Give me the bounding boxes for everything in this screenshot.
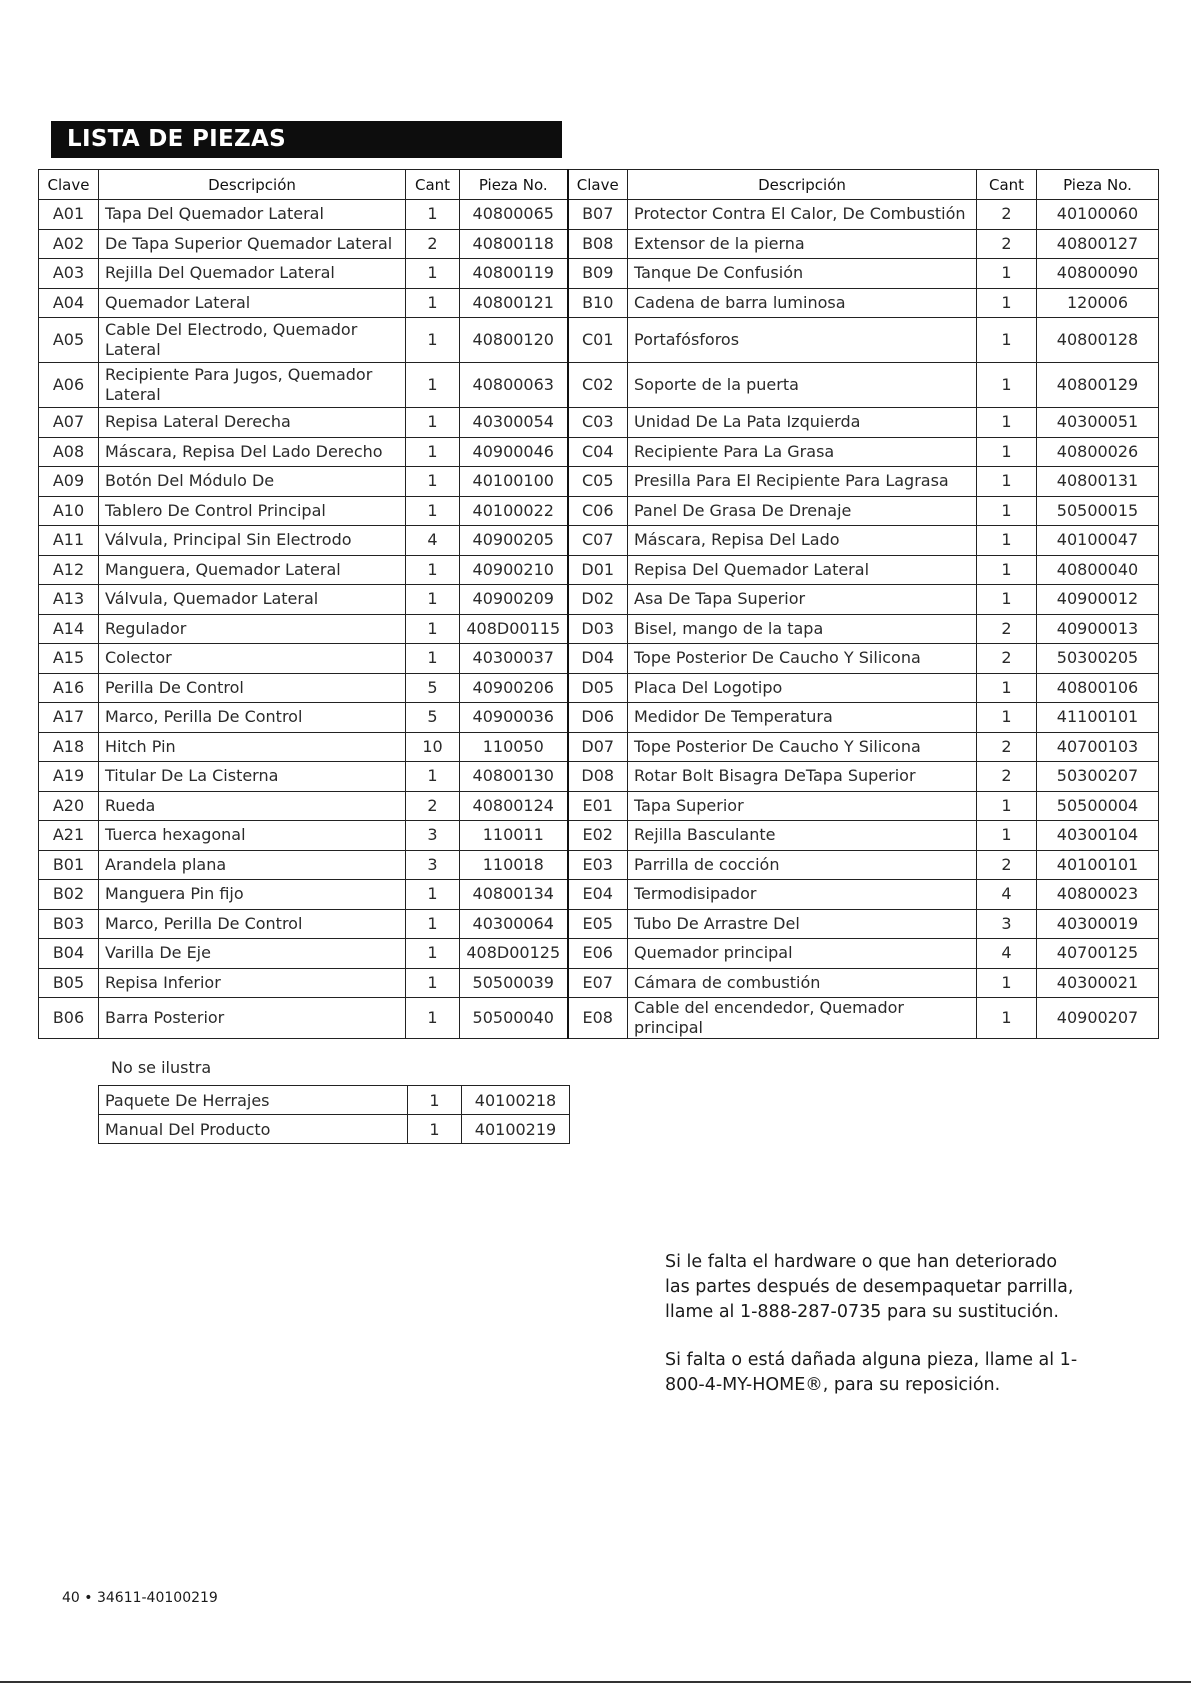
cell-descripcion: Colector: [99, 644, 406, 674]
cell-clave: A13: [39, 585, 99, 615]
cell-pieza-no-2: 40300021: [1037, 968, 1159, 998]
cell-clave-2: C03: [568, 408, 628, 438]
cell-clave: B01: [39, 850, 99, 880]
cell-descripcion-2: Tubo De Arrastre Del: [628, 909, 977, 939]
table-row: [39, 555, 1159, 585]
cell-cant: 1: [406, 467, 460, 497]
cell-pieza-no-2: 40800023: [1037, 880, 1159, 910]
cell-pieza-no-2: 40700125: [1037, 939, 1159, 969]
cell-clave: A16: [39, 673, 99, 703]
cell-descripcion: Manual Del Producto: [99, 1115, 408, 1144]
cell-pieza-no: 40100219: [462, 1115, 570, 1144]
cell-cant-2: 1: [977, 998, 1037, 1039]
cell-cant: 1: [408, 1086, 462, 1115]
cell-cant-2: 1: [977, 968, 1037, 998]
cell-clave: B06: [39, 998, 99, 1039]
cell-descripcion: Hitch Pin: [99, 732, 406, 762]
cell-pieza-no: 40300037: [460, 644, 568, 674]
cell-cant: 1: [406, 998, 460, 1039]
cell-clave-2: D01: [568, 555, 628, 585]
cell-clave-2: B10: [568, 288, 628, 318]
table-row: [39, 229, 1159, 259]
cell-descripcion-2: Asa De Tapa Superior: [628, 585, 977, 615]
cell-pieza-no-2: 40300019: [1037, 909, 1159, 939]
cell-clave-2: E02: [568, 821, 628, 851]
cell-descripcion: Manguera Pin fijo: [99, 880, 406, 910]
cell-descripcion-2: Rotar Bolt Bisagra DeTapa Superior: [628, 762, 977, 792]
table-row: [39, 998, 1159, 1039]
cell-pieza-no: 408D00115: [460, 614, 568, 644]
cell-pieza-no: 40100218: [462, 1086, 570, 1115]
cell-cant: 4: [406, 526, 460, 556]
cell-clave-2: E01: [568, 791, 628, 821]
table-row: [39, 673, 1159, 703]
table-header-row: [39, 170, 1159, 200]
cell-descripcion: Repisa Inferior: [99, 968, 406, 998]
parts-table: [38, 169, 1159, 1039]
cell-cant-2: 1: [977, 791, 1037, 821]
cell-descripcion: Barra Posterior: [99, 998, 406, 1039]
cell-cant: 3: [406, 850, 460, 880]
cell-pieza-no: 40800134: [460, 880, 568, 910]
table-row: [39, 880, 1159, 910]
cell-clave-2: D03: [568, 614, 628, 644]
cell-cant-2: 4: [977, 880, 1037, 910]
table-row: [39, 909, 1159, 939]
cell-descripcion: Regulador: [99, 614, 406, 644]
cell-descripcion: Marco, Perilla De Control: [99, 909, 406, 939]
cell-clave-2: C07: [568, 526, 628, 556]
cell-descripcion-2: Tope Posterior De Caucho Y Silicona: [628, 732, 977, 762]
page-footer: 40 • 34611-40100219: [62, 1590, 218, 1606]
cell-cant-2: 1: [977, 437, 1037, 467]
cell-clave-2: D08: [568, 762, 628, 792]
cell-pieza-no: 40800130: [460, 762, 568, 792]
cell-cant: 1: [406, 259, 460, 289]
cell-pieza-no: 110011: [460, 821, 568, 851]
cell-clave-2: D04: [568, 644, 628, 674]
cell-descripcion: Máscara, Repisa Del Lado Derecho: [99, 437, 406, 467]
cell-descripcion-2: Cámara de combustión: [628, 968, 977, 998]
table-row: [39, 614, 1159, 644]
cell-descripcion: Marco, Perilla De Control: [99, 703, 406, 733]
col-header-clave-2: Clave: [568, 170, 628, 200]
cell-descripcion-2: Placa Del Logotipo: [628, 673, 977, 703]
cell-cant: 1: [406, 585, 460, 615]
cell-cant-2: 1: [977, 288, 1037, 318]
cell-cant: 5: [406, 673, 460, 703]
cell-pieza-no: 408D00125: [460, 939, 568, 969]
cell-descripcion: Manguera, Quemador Lateral: [99, 555, 406, 585]
cell-clave-2: C01: [568, 318, 628, 363]
cell-descripcion-2: Cable del encendedor, Quemador principal: [628, 998, 977, 1039]
cell-cant: 1: [406, 909, 460, 939]
cell-descripcion: Tuerca hexagonal: [99, 821, 406, 851]
cell-pieza-no-2: 120006: [1037, 288, 1159, 318]
cell-clave-2: E07: [568, 968, 628, 998]
cell-clave-2: C06: [568, 496, 628, 526]
cell-pieza-no: 40900036: [460, 703, 568, 733]
cell-clave: A17: [39, 703, 99, 733]
cell-descripcion: Perilla De Control: [99, 673, 406, 703]
cell-clave-2: D05: [568, 673, 628, 703]
cell-cant: 3: [406, 821, 460, 851]
cell-clave: A21: [39, 821, 99, 851]
cell-descripcion-2: Rejilla Basculante: [628, 821, 977, 851]
cell-clave: A12: [39, 555, 99, 585]
cell-descripcion: Botón Del Módulo De: [99, 467, 406, 497]
cell-clave: A18: [39, 732, 99, 762]
cell-descripcion-2: Tope Posterior De Caucho Y Silicona: [628, 644, 977, 674]
table-row: [39, 496, 1159, 526]
cell-pieza-no-2: 40800127: [1037, 229, 1159, 259]
cell-descripcion: Cable Del Electrodo, Quemador Lateral: [99, 318, 406, 363]
cell-descripcion: Quemador Lateral: [99, 288, 406, 318]
col-header-clave: Clave: [39, 170, 99, 200]
missing-part-note: Si falta o está dañada alguna pieza, llame al 1-800-4-MY-HOME®, para su reposición.: [665, 1350, 1078, 1395]
cell-pieza-no: 40800124: [460, 791, 568, 821]
table-row: [99, 1086, 570, 1115]
col-header-cant-2: Cant: [977, 170, 1037, 200]
cell-pieza-no: 50500040: [460, 998, 568, 1039]
cell-pieza-no: 40900046: [460, 437, 568, 467]
table-row: [39, 732, 1159, 762]
cell-clave-2: E04: [568, 880, 628, 910]
cell-cant: 1: [406, 762, 460, 792]
cell-pieza-no: 40800118: [460, 229, 568, 259]
cell-cant-2: 2: [977, 200, 1037, 230]
cell-descripcion: Rejilla Del Quemador Lateral: [99, 259, 406, 289]
cell-descripcion: Varilla De Eje: [99, 939, 406, 969]
cell-pieza-no-2: 41100101: [1037, 703, 1159, 733]
cell-pieza-no-2: 40300104: [1037, 821, 1159, 851]
cell-cant: 1: [406, 363, 460, 408]
cell-descripcion-2: Extensor de la pierna: [628, 229, 977, 259]
col-header-cant: Cant: [406, 170, 460, 200]
col-header-descripcion: Descripción: [99, 170, 406, 200]
cell-cant: 1: [406, 939, 460, 969]
cell-descripcion-2: Bisel, mango de la tapa: [628, 614, 977, 644]
cell-clave: B04: [39, 939, 99, 969]
cell-clave: B03: [39, 909, 99, 939]
cell-descripcion-2: Termodisipador: [628, 880, 977, 910]
cell-cant: 2: [406, 791, 460, 821]
cell-descripcion-2: Cadena de barra luminosa: [628, 288, 977, 318]
cell-pieza-no: 40900205: [460, 526, 568, 556]
cell-pieza-no-2: 50300207: [1037, 762, 1159, 792]
table-row: [39, 821, 1159, 851]
cell-clave-2: B08: [568, 229, 628, 259]
cell-cant: 1: [406, 318, 460, 363]
table-row: [39, 437, 1159, 467]
cell-cant-2: 1: [977, 318, 1037, 363]
cell-clave-2: C04: [568, 437, 628, 467]
cell-cant-2: 3: [977, 909, 1037, 939]
cell-cant-2: 1: [977, 408, 1037, 438]
cell-pieza-no-2: 50300205: [1037, 644, 1159, 674]
cell-clave: B02: [39, 880, 99, 910]
cell-pieza-no: 50500039: [460, 968, 568, 998]
cell-cant: 1: [406, 614, 460, 644]
table-row: [39, 762, 1159, 792]
cell-pieza-no: 40800119: [460, 259, 568, 289]
cell-descripcion-2: Tapa Superior: [628, 791, 977, 821]
cell-pieza-no: 40800063: [460, 363, 568, 408]
cell-cant-2: 1: [977, 585, 1037, 615]
cell-clave: A11: [39, 526, 99, 556]
cell-clave: A06: [39, 363, 99, 408]
table-row: [39, 526, 1159, 556]
table-row: [39, 200, 1159, 230]
table-row: [39, 585, 1159, 615]
cell-pieza-no-2: 40100101: [1037, 850, 1159, 880]
col-header-pieza-no: Pieza No.: [460, 170, 568, 200]
cell-pieza-no-2: 40800128: [1037, 318, 1159, 363]
table-row: [39, 939, 1159, 969]
cell-descripcion-2: Portafósforos: [628, 318, 977, 363]
cell-pieza-no: 110018: [460, 850, 568, 880]
not-shown-table: [98, 1085, 570, 1144]
table-row: [39, 318, 1159, 363]
cell-cant: 1: [406, 644, 460, 674]
cell-cant-2: 2: [977, 229, 1037, 259]
cell-descripcion: Válvula, Quemador Lateral: [99, 585, 406, 615]
cell-pieza-no-2: 40300051: [1037, 408, 1159, 438]
cell-pieza-no-2: 50500015: [1037, 496, 1159, 526]
cell-descripcion: Recipiente Para Jugos, Quemador Lateral: [99, 363, 406, 408]
cell-descripcion-2: Panel De Grasa De Drenaje: [628, 496, 977, 526]
cell-pieza-no-2: 50500004: [1037, 791, 1159, 821]
cell-pieza-no-2: 40900012: [1037, 585, 1159, 615]
cell-pieza-no: 40100100: [460, 467, 568, 497]
col-header-pieza-no-2: Pieza No.: [1037, 170, 1159, 200]
cell-cant: 1: [406, 288, 460, 318]
cell-cant-2: 1: [977, 673, 1037, 703]
cell-cant-2: 1: [977, 496, 1037, 526]
cell-descripcion-2: Protector Contra El Calor, De Combustión: [628, 200, 977, 230]
cell-descripcion-2: Medidor De Temperatura: [628, 703, 977, 733]
cell-descripcion-2: Quemador principal: [628, 939, 977, 969]
cell-pieza-no-2: 40100060: [1037, 200, 1159, 230]
cell-descripcion: Paquete De Herrajes: [99, 1086, 408, 1115]
cell-clave-2: B09: [568, 259, 628, 289]
cell-cant: 10: [406, 732, 460, 762]
cell-clave-2: C02: [568, 363, 628, 408]
cell-clave: A04: [39, 288, 99, 318]
cell-cant-2: 2: [977, 614, 1037, 644]
cell-clave-2: D02: [568, 585, 628, 615]
cell-clave: A10: [39, 496, 99, 526]
cell-pieza-no: 40900209: [460, 585, 568, 615]
cell-pieza-no: 40100022: [460, 496, 568, 526]
table-row: [39, 408, 1159, 438]
cell-clave: A20: [39, 791, 99, 821]
cell-cant: 1: [406, 555, 460, 585]
cell-cant: 1: [406, 968, 460, 998]
cell-pieza-no-2: 40800026: [1037, 437, 1159, 467]
cell-pieza-no-2: 40100047: [1037, 526, 1159, 556]
cell-clave: A08: [39, 437, 99, 467]
cell-descripcion: Arandela plana: [99, 850, 406, 880]
cell-clave-2: B07: [568, 200, 628, 230]
cell-clave-2: E08: [568, 998, 628, 1039]
cell-pieza-no-2: 40800131: [1037, 467, 1159, 497]
table-row: [39, 363, 1159, 408]
cell-cant-2: 1: [977, 526, 1037, 556]
table-row: [39, 850, 1159, 880]
cell-cant: 1: [406, 880, 460, 910]
cell-pieza-no-2: 40900207: [1037, 998, 1159, 1039]
cell-cant-2: 1: [977, 259, 1037, 289]
cell-pieza-no: 40300054: [460, 408, 568, 438]
cell-pieza-no-2: 40800129: [1037, 363, 1159, 408]
cell-clave: A05: [39, 318, 99, 363]
cell-cant-2: 1: [977, 555, 1037, 585]
not-shown-title: No se ilustra: [111, 1058, 212, 1077]
cell-descripcion-2: Recipiente Para La Grasa: [628, 437, 977, 467]
cell-cant-2: 1: [977, 703, 1037, 733]
table-row: [39, 791, 1159, 821]
cell-pieza-no: 40300064: [460, 909, 568, 939]
cell-clave-2: D07: [568, 732, 628, 762]
cell-clave: A09: [39, 467, 99, 497]
cell-descripcion: Rueda: [99, 791, 406, 821]
cell-cant-2: 1: [977, 363, 1037, 408]
cell-clave-2: E05: [568, 909, 628, 939]
table-row: [39, 703, 1159, 733]
cell-cant: 5: [406, 703, 460, 733]
cell-clave: A19: [39, 762, 99, 792]
col-header-descripcion-2: Descripción: [628, 170, 977, 200]
table-row: [39, 259, 1159, 289]
table-row: [39, 968, 1159, 998]
cell-descripcion-2: Repisa Del Quemador Lateral: [628, 555, 977, 585]
cell-descripcion: Tablero De Control Principal: [99, 496, 406, 526]
cell-clave: A07: [39, 408, 99, 438]
cell-cant-2: 1: [977, 467, 1037, 497]
cell-cant: 1: [406, 496, 460, 526]
cell-cant-2: 2: [977, 850, 1037, 880]
cell-cant-2: 4: [977, 939, 1037, 969]
cell-descripcion-2: Soporte de la puerta: [628, 363, 977, 408]
cell-cant-2: 2: [977, 762, 1037, 792]
cell-pieza-no: 110050: [460, 732, 568, 762]
cell-clave-2: E06: [568, 939, 628, 969]
cell-descripcion-2: Tanque De Confusión: [628, 259, 977, 289]
cell-cant: 1: [406, 437, 460, 467]
table-row: [39, 467, 1159, 497]
cell-descripcion-2: Unidad De La Pata Izquierda: [628, 408, 977, 438]
cell-clave: A14: [39, 614, 99, 644]
cell-descripcion-2: Parrilla de cocción: [628, 850, 977, 880]
cell-descripcion: Válvula, Principal Sin Electrodo: [99, 526, 406, 556]
cell-pieza-no: 40900206: [460, 673, 568, 703]
bottom-divider: [0, 1681, 1191, 1683]
cell-cant-2: 2: [977, 644, 1037, 674]
missing-hardware-note: Si le falta el hardware o que han deteriorado las partes después de desempaquetar parrilla, llame al 1-888-287-0735 para su sustitución.: [665, 1252, 1074, 1322]
cell-cant-2: 1: [977, 821, 1037, 851]
cell-pieza-no: 40800065: [460, 200, 568, 230]
cell-cant: 1: [406, 200, 460, 230]
cell-cant: 1: [406, 408, 460, 438]
cell-pieza-no-2: 40800040: [1037, 555, 1159, 585]
cell-descripcion: Titular De La Cisterna: [99, 762, 406, 792]
cell-pieza-no-2: 40800106: [1037, 673, 1159, 703]
cell-clave-2: C05: [568, 467, 628, 497]
section-title: LISTA DE PIEZAS: [51, 121, 562, 158]
table-row: [39, 644, 1159, 674]
cell-descripcion-2: Máscara, Repisa Del Lado: [628, 526, 977, 556]
cell-pieza-no-2: 40800090: [1037, 259, 1159, 289]
cell-clave: A03: [39, 259, 99, 289]
cell-clave-2: E03: [568, 850, 628, 880]
cell-pieza-no-2: 40900013: [1037, 614, 1159, 644]
cell-pieza-no: 40800121: [460, 288, 568, 318]
cell-descripcion: De Tapa Superior Quemador Lateral: [99, 229, 406, 259]
cell-cant-2: 2: [977, 732, 1037, 762]
cell-cant: 2: [406, 229, 460, 259]
cell-clave: A01: [39, 200, 99, 230]
cell-descripcion: Repisa Lateral Derecha: [99, 408, 406, 438]
table-row: [99, 1115, 570, 1144]
cell-descripcion-2: Presilla Para El Recipiente Para Lagrasa: [628, 467, 977, 497]
cell-descripcion: Tapa Del Quemador Lateral: [99, 200, 406, 230]
cell-clave-2: D06: [568, 703, 628, 733]
cell-clave: A15: [39, 644, 99, 674]
cell-pieza-no: 40800120: [460, 318, 568, 363]
cell-clave: B05: [39, 968, 99, 998]
cell-cant: 1: [408, 1115, 462, 1144]
cell-pieza-no-2: 40700103: [1037, 732, 1159, 762]
table-row: [39, 288, 1159, 318]
cell-pieza-no: 40900210: [460, 555, 568, 585]
cell-clave: A02: [39, 229, 99, 259]
